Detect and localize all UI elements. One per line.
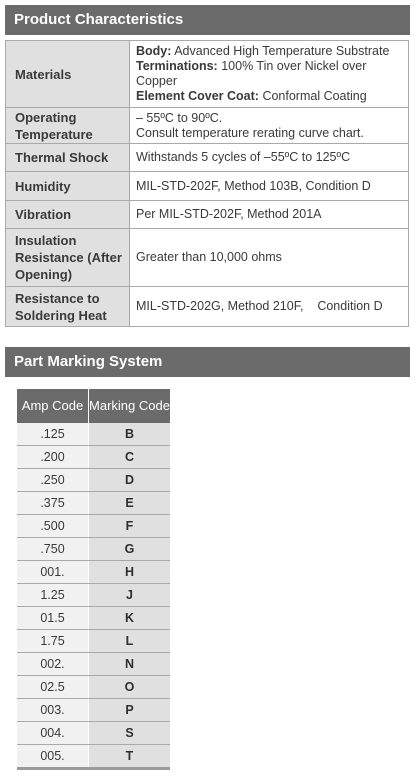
humidity-value: MIL-STD-202F, Method 103B, Condition D bbox=[130, 172, 409, 201]
operating-temperature-value bbox=[130, 108, 409, 144]
table-row bbox=[17, 722, 170, 745]
amp-code-cell: 001. bbox=[17, 561, 89, 584]
table-row bbox=[17, 584, 170, 607]
product-characteristics-table bbox=[5, 40, 409, 327]
marking-code-cell: E bbox=[89, 492, 171, 515]
table-row bbox=[17, 469, 170, 492]
table-row bbox=[17, 699, 170, 722]
table-row bbox=[17, 446, 170, 469]
soldering-heat-label: Resistance to Soldering Heat bbox=[6, 287, 130, 327]
vibration-label: Vibration bbox=[6, 201, 130, 229]
table-row bbox=[17, 676, 170, 699]
table-row bbox=[6, 108, 409, 144]
table-row bbox=[17, 492, 170, 515]
table-row bbox=[6, 41, 409, 108]
amp-code-cell: 1.75 bbox=[17, 630, 89, 653]
amp-code-cell: 002. bbox=[17, 653, 89, 676]
table-row bbox=[17, 538, 170, 561]
marking-code-cell: L bbox=[89, 630, 171, 653]
insulation-resistance-value: Greater than 10,000 ohms bbox=[130, 229, 409, 287]
part-marking-header: Part Marking System bbox=[5, 347, 410, 377]
soldering-heat-value: MIL-STD-202G, Method 210F, Condition D bbox=[130, 287, 409, 327]
table-row bbox=[6, 229, 409, 287]
element-cover-value: Conformal Coating bbox=[262, 89, 367, 103]
humidity-label: Humidity bbox=[6, 172, 130, 201]
marking-code-cell: S bbox=[89, 722, 171, 745]
table-row bbox=[17, 745, 170, 769]
body-label: Body: bbox=[136, 44, 172, 58]
materials-label: Materials bbox=[6, 41, 130, 108]
table-row bbox=[6, 201, 409, 229]
product-characteristics-header: Product Characteristics bbox=[5, 5, 410, 35]
amp-code-cell: 003. bbox=[17, 699, 89, 722]
amp-code-cell: 01.5 bbox=[17, 607, 89, 630]
table-row bbox=[17, 561, 170, 584]
marking-code-cell: H bbox=[89, 561, 171, 584]
table-row bbox=[17, 653, 170, 676]
table-row bbox=[17, 423, 170, 446]
table-row bbox=[6, 287, 409, 327]
insulation-resistance-label: Insulation Resistance (After Opening) bbox=[6, 229, 130, 287]
amp-code-header: Amp Code bbox=[17, 389, 89, 423]
marking-code-cell: K bbox=[89, 607, 171, 630]
marking-code-cell: G bbox=[89, 538, 171, 561]
table-row bbox=[17, 607, 170, 630]
marking-code-cell: B bbox=[89, 423, 171, 446]
amp-code-cell: .500 bbox=[17, 515, 89, 538]
element-cover-label: Element Cover Coat: bbox=[136, 89, 259, 103]
operating-temperature-label: Operating Temperature bbox=[6, 108, 130, 144]
terminations-label: Terminations: bbox=[136, 59, 218, 73]
amp-code-cell: 004. bbox=[17, 722, 89, 745]
marking-code-cell: N bbox=[89, 653, 171, 676]
materials-value bbox=[130, 41, 409, 108]
marking-code-cell: D bbox=[89, 469, 171, 492]
amp-code-cell: .250 bbox=[17, 469, 89, 492]
marking-code-cell: O bbox=[89, 676, 171, 699]
table-row bbox=[17, 630, 170, 653]
thermal-shock-label: Thermal Shock bbox=[6, 144, 130, 172]
table-header-row bbox=[17, 389, 170, 423]
amp-code-cell: 005. bbox=[17, 745, 89, 769]
table-row bbox=[6, 172, 409, 201]
table-row bbox=[6, 144, 409, 172]
amp-code-cell: .750 bbox=[17, 538, 89, 561]
part-marking-table bbox=[17, 389, 170, 770]
vibration-value: Per MIL-STD-202F, Method 201A bbox=[130, 201, 409, 229]
amp-code-cell: .125 bbox=[17, 423, 89, 446]
amp-code-cell: .375 bbox=[17, 492, 89, 515]
operating-temperature-note: Consult temperature rerating curve chart. bbox=[136, 125, 364, 140]
part-marking-rows bbox=[17, 423, 170, 769]
marking-code-header: Marking Code bbox=[89, 389, 171, 423]
marking-code-cell: F bbox=[89, 515, 171, 538]
marking-code-cell: T bbox=[89, 745, 171, 769]
marking-code-cell: J bbox=[89, 584, 171, 607]
amp-code-cell: 02.5 bbox=[17, 676, 89, 699]
marking-code-cell: P bbox=[89, 699, 171, 722]
operating-temperature-range: – 55ºC to 90ºC. bbox=[136, 110, 223, 125]
terminations-value: 100% Tin over Nickel over Copper bbox=[136, 59, 367, 88]
body-value: Advanced High Temperature Substrate bbox=[174, 44, 390, 58]
amp-code-cell: .200 bbox=[17, 446, 89, 469]
thermal-shock-value: Withstands 5 cycles of –55ºC to 125ºC bbox=[130, 144, 409, 172]
amp-code-cell: 1.25 bbox=[17, 584, 89, 607]
table-row bbox=[17, 515, 170, 538]
marking-code-cell: C bbox=[89, 446, 171, 469]
